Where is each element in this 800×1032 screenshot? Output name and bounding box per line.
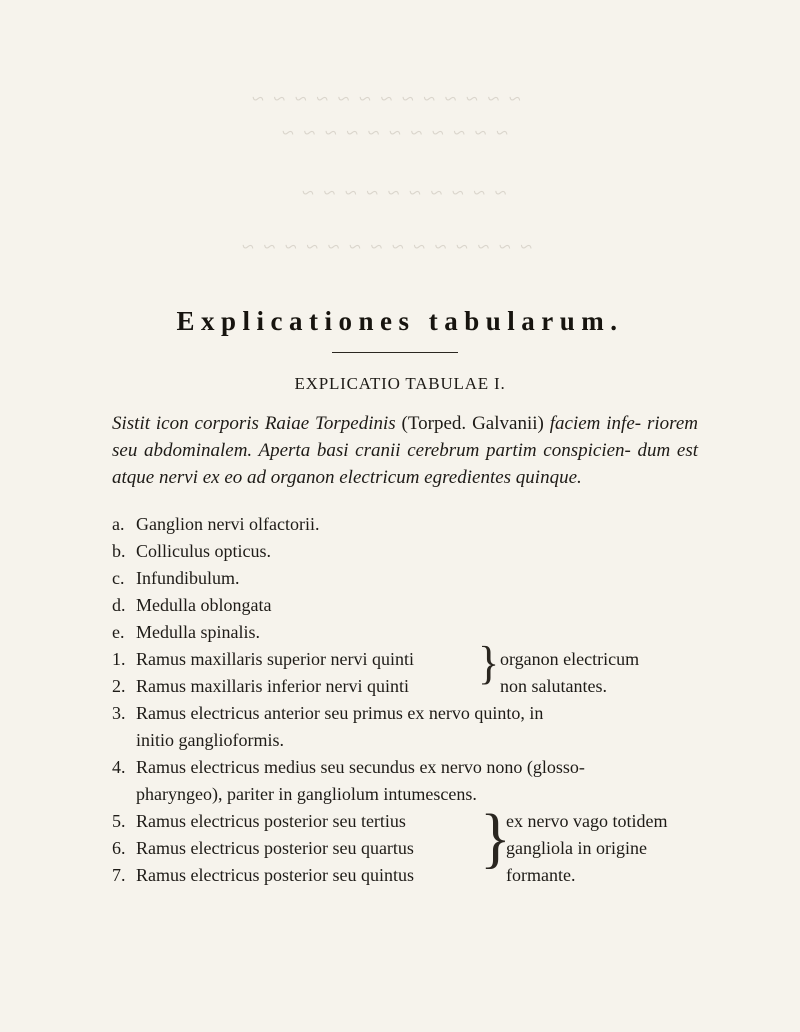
item-label: 4. <box>112 757 126 777</box>
list-item <box>112 514 319 535</box>
main-title: Explicationes tabularum. <box>176 306 624 336</box>
item-text: Ramus electricus posterior seu quintus <box>136 865 414 885</box>
brace-glyph: } <box>478 637 500 690</box>
brace-note: gangliola in origine <box>506 838 647 858</box>
item-label: 6. <box>112 838 126 858</box>
item-text: Ramus electricus posterior seu tertius <box>136 811 406 831</box>
item-text: Ramus electricus posterior seu quartus <box>136 838 414 858</box>
item-text: initio ganglioformis. <box>136 730 284 750</box>
list-item <box>112 541 271 562</box>
item-text: Medulla oblongata <box>136 595 272 615</box>
intro-text: Sistit icon corporis <box>112 413 265 434</box>
item-text: Medulla spinalis. <box>136 622 260 642</box>
item-text: Ganglion nervi olfactorii. <box>136 514 320 534</box>
item-text: Infundibulum. <box>136 568 240 588</box>
brace-glyph: } <box>480 800 511 875</box>
list-item <box>112 757 585 778</box>
item-label: c. <box>112 568 125 588</box>
item-label: 5. <box>112 811 126 831</box>
list-item <box>112 649 414 670</box>
section-subtitle: EXPLICATIO TABULAE I. <box>294 374 506 393</box>
list-item <box>112 811 406 832</box>
list-item <box>112 595 271 616</box>
list-item <box>112 865 414 886</box>
item-label: b. <box>112 541 126 561</box>
intro-paragraph <box>112 410 698 491</box>
brace-note: organon electricum <box>500 649 640 669</box>
item-text: Ramus electricus medius seu secundus ex nervo nono (glosso- <box>136 757 585 777</box>
brace-note: ex nervo vago totidem <box>506 811 668 831</box>
item-text: Ramus maxillaris inferior nervi quinti <box>136 676 409 696</box>
item-label: a. <box>112 514 125 534</box>
title-divider <box>332 352 458 353</box>
list-item <box>112 676 409 697</box>
bleed-through-texture: ~ ~ ~ ~ ~ ~ ~ ~ ~ ~ ~ <box>280 120 508 145</box>
list-item <box>112 703 543 724</box>
item-text: Colliculus opticus. <box>136 541 271 561</box>
intro-text: faciem infe- riorem seu abdominalem. <box>112 413 699 461</box>
item-label: 2. <box>112 676 126 696</box>
bleed-through-texture: ~ ~ ~ ~ ~ ~ ~ ~ ~ ~ <box>300 180 507 205</box>
list-item-continuation <box>136 730 284 751</box>
item-text: Ramus maxillaris superior nervi quinti <box>136 649 414 669</box>
item-text: Ramus electricus anterior seu primus ex nervo quinto, in <box>136 703 544 723</box>
item-label: 1. <box>112 649 126 669</box>
intro-reference: (Torped. Galvanii) <box>395 413 550 434</box>
item-label: 3. <box>112 703 126 723</box>
list-item-continuation <box>136 784 477 805</box>
bleed-through-texture: ~ ~ ~ ~ ~ ~ ~ ~ ~ ~ ~ ~ ~ ~ <box>240 234 533 259</box>
list-item <box>112 622 260 643</box>
item-label: d. <box>112 595 126 615</box>
species-name: Raiae Torpedinis <box>264 413 396 434</box>
list-item <box>112 838 414 859</box>
bleed-through-texture: ~ ~ ~ ~ ~ ~ ~ ~ ~ ~ ~ ~ ~ <box>250 86 521 111</box>
intro-text: Aperta basi cranii cerebrum partim conspicien- dum est atque nervi ex eo ad organon electricum egredientes quinque. <box>112 440 699 488</box>
item-label: e. <box>112 622 125 642</box>
list-item <box>112 568 240 589</box>
brace-note: formante. <box>506 865 576 885</box>
item-text: pharyngeo), pariter in gangliolum intumescens. <box>136 784 477 804</box>
brace-note: non salutantes. <box>500 676 607 696</box>
item-label: 7. <box>112 865 126 885</box>
